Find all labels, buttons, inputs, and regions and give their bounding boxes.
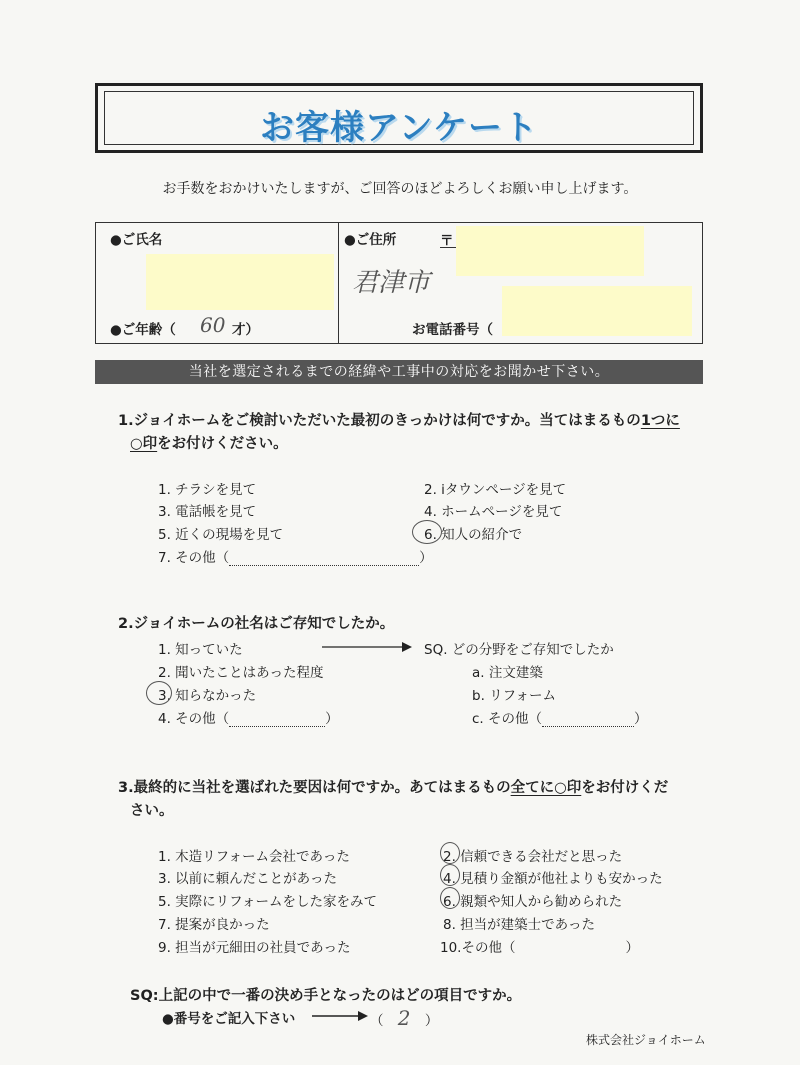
title-frame (104, 91, 694, 148)
q1-emphasis-circle: ○印 (130, 436, 158, 452)
title-box (95, 83, 703, 153)
q3-option-3[interactable]: 3. 以前に頼んだことがあった (158, 871, 338, 887)
q1-option-1[interactable]: 1. チラシを見て (158, 482, 257, 498)
q1-question-line2 (130, 432, 288, 453)
q1-question (118, 409, 680, 430)
q2-sq-other-line[interactable] (542, 712, 634, 727)
q2-option-2[interactable]: 2. 聞いたことはあった程度 (158, 665, 324, 681)
q2-sq-option-c-label: c. その他（ (472, 711, 543, 727)
q3-answer-circle-2 (440, 842, 460, 864)
q3-option-2[interactable]: 2. 信頼できる会社だと思った (443, 849, 623, 865)
q3-option-10-label: 10.その他（ (440, 940, 516, 956)
q2-option-4-label: 4. その他（ (158, 711, 230, 727)
name-label: ●ご氏名 (110, 232, 163, 248)
q1-option-6[interactable]: 6. 知人の紹介で (424, 527, 523, 543)
q1-option-5[interactable]: 5. 近くの現場を見て (158, 527, 284, 543)
q3-option-9[interactable]: 9. 担当が元細田の社員であった (158, 940, 351, 956)
q3-text-a-end: をお付けくだ (581, 780, 669, 796)
postal-mark: 〒 (440, 233, 454, 249)
q3-option-8[interactable]: 8. 担当が建築士であった (443, 917, 596, 933)
q2-other-line[interactable] (229, 712, 325, 727)
page-title: お客様アンケート (260, 108, 538, 148)
phone-label: お電話番号（ (412, 322, 493, 338)
q3-answer-circle-4 (440, 864, 460, 886)
q1-option-4[interactable]: 4. ホームページを見て (424, 504, 563, 520)
q2-question: 2.ジョイホームの社名はご存知でしたか。 (118, 616, 395, 632)
arrow-right-icon (312, 1009, 368, 1023)
address-label: ●ご住所 (344, 232, 397, 248)
section-banner: 当社を選定されるまでの経緯や工事中の対応をお聞かせ下さい。 (95, 360, 703, 384)
arrow-right-icon (322, 640, 412, 654)
final-sq-question: SQ:上記の中で一番の決め手となったのはどの項目ですか。 (130, 988, 522, 1004)
q2-option-4-close: ） (325, 711, 339, 727)
q3-emphasis: 全てに○印 (510, 780, 582, 796)
q1-option-3[interactable]: 3. 電話帳を見て (158, 504, 257, 520)
q2-sq-option-c[interactable] (472, 707, 648, 727)
q2-sq-option-c-close: ） (634, 711, 648, 727)
final-answer-value: 2 (397, 1006, 411, 1030)
q2-answer-circle (146, 681, 172, 705)
phone-redaction (502, 286, 692, 336)
q2-sq-question: SQ. どの分野をご存知でしたか (424, 642, 614, 658)
q2-sq-option-b[interactable]: b. リフォーム (472, 688, 556, 704)
final-answer-field[interactable] (370, 1006, 438, 1030)
q3-option-10[interactable] (440, 936, 639, 956)
age-value: 60 (200, 313, 226, 337)
q2-option-4[interactable] (158, 707, 339, 727)
q1-option-2[interactable]: 2. iタウンページを見て (424, 482, 567, 498)
company-footer: 株式会社ジョイホーム (586, 1033, 706, 1047)
q3-text-a: 3.最終的に当社を選ばれた要因は何ですか。あてはまるもの (118, 780, 511, 796)
q3-option-7[interactable]: 7. 提案が良かった (158, 917, 270, 933)
q3-option-1[interactable]: 1. 木造リフォーム会社であった (158, 849, 350, 865)
q1-option-7-label: 7. その他（ (158, 550, 230, 566)
q1-text-a: 1.ジョイホームをご検討いただいた最初のきっかけは何ですか。当てはまるもの (118, 413, 641, 429)
q3-option-10-close: ） (625, 940, 639, 956)
q3-option-6[interactable]: 6. 親類や知人から勧められた (443, 894, 623, 910)
final-answer-close: ） (424, 1013, 439, 1029)
final-sq-prompt: ●番号をご記入下さい (162, 1011, 296, 1027)
q1-emphasis-one: 1つに (640, 413, 680, 429)
q1-other-line[interactable] (229, 551, 419, 566)
q3-text-b: さい。 (130, 803, 174, 819)
q1-text-b: をお付けください。 (157, 436, 288, 452)
q2-sq-option-a[interactable]: a. 注文建築 (472, 665, 543, 681)
q3-question (118, 776, 668, 797)
address-redaction (456, 226, 644, 276)
intro-text: お手数をおかけいたしますが、ご回答のほどよろしくお願い申し上げます。 (162, 181, 638, 197)
q2-option-1[interactable]: 1. 知っていた (158, 642, 243, 658)
q1-answer-circle (412, 520, 442, 544)
address-handwriting: 君津市 (352, 268, 431, 298)
q3-answer-circle-6 (440, 887, 460, 909)
postal-underline (440, 247, 456, 248)
q1-option-7[interactable] (158, 546, 433, 566)
q3-option-5[interactable]: 5. 実際にリフォームをした家をみて (158, 894, 377, 910)
age-label: ●ご年齢（ (110, 322, 176, 338)
q2-option-3[interactable]: 3. 知らなかった (158, 688, 257, 704)
q3-option-4[interactable]: 4. 見積り金額が他社よりも安かった (443, 871, 663, 887)
q1-option-7-close: ） (419, 550, 433, 566)
age-unit: 才） (232, 322, 259, 338)
final-answer-open: （ (370, 1013, 384, 1029)
name-redaction (146, 254, 334, 310)
info-divider (338, 222, 339, 344)
